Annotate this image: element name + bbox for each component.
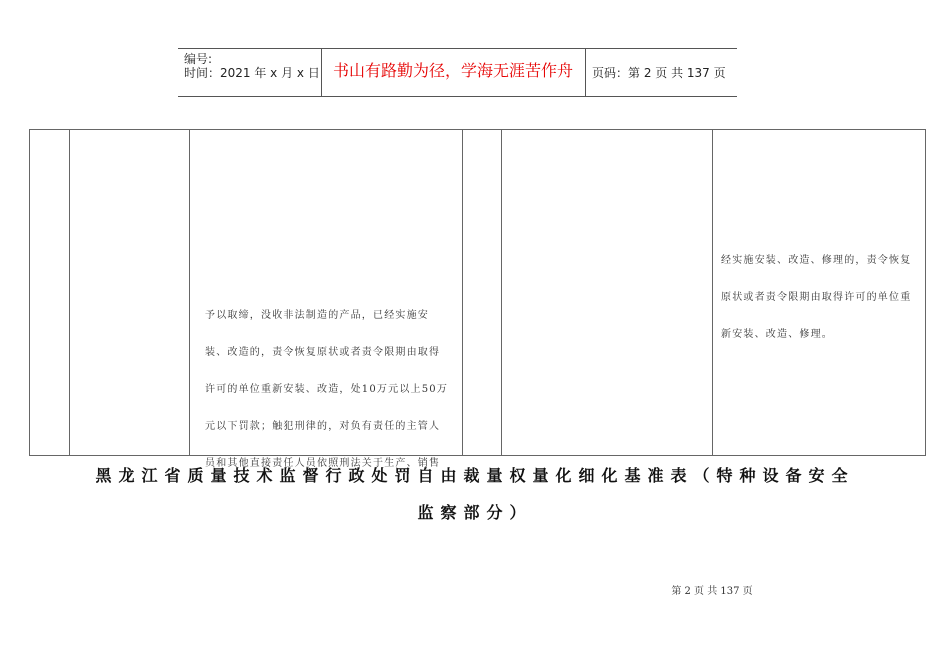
page-footer: 第 2 页 共 137 页 — [671, 586, 753, 597]
header-bottom-rule — [178, 96, 737, 97]
table-col-border-2 — [189, 129, 190, 456]
document-title-line-1: 黑龙江省质量技术监督行政处罚自由裁量权量化细化基准表（特种设备安全 — [95, 466, 855, 485]
correction-line-1: 经实施安装、改造、修理的，责令恢复 — [721, 255, 912, 266]
correction-line-3: 新安装、改造、修理。 — [721, 329, 833, 340]
penalty-line-4: 元以下罚款；触犯刑律的，对负有责任的主管人 — [205, 421, 441, 432]
penalty-line-3: 许可的单位重新安装、改造，处10万元以上50万 — [205, 384, 449, 395]
header-page-info: 页码：第 2 页 共 137 页 — [592, 66, 726, 80]
document-title-line-2: 监察部分） — [417, 503, 533, 522]
table-col-border-6 — [925, 129, 926, 456]
table-col-border-5 — [712, 129, 713, 456]
table-top-border — [29, 129, 926, 130]
serial-number-label: 编号: — [184, 52, 213, 66]
table-bottom-border — [29, 455, 926, 456]
document-time: 时间：2021 年 x 月 x 日 — [184, 66, 320, 80]
correction-cell-text — [721, 251, 911, 362]
table-col-border-4 — [501, 129, 502, 456]
table-col-border-3 — [462, 129, 463, 456]
penalty-line-2: 装、改造的，责令恢复原状或者责令限期由取得 — [205, 347, 441, 358]
penalty-cell-text — [205, 306, 449, 469]
table-col-border-1 — [69, 129, 70, 456]
correction-line-2: 原状或者责令限期由取得许可的单位重 — [721, 292, 912, 303]
header-divider-2 — [585, 49, 586, 96]
header-motto: 书山有路勤为径，学海无涯苦作舟 — [332, 61, 573, 80]
header-top-rule — [178, 48, 737, 49]
penalty-line-1: 予以取缔，没收非法制造的产品，已经实施安 — [205, 310, 429, 321]
penalty-line-5: 员和其他直接责任人员依照刑法关于生产、销售 — [205, 458, 441, 469]
table-col-border-0 — [29, 129, 30, 456]
